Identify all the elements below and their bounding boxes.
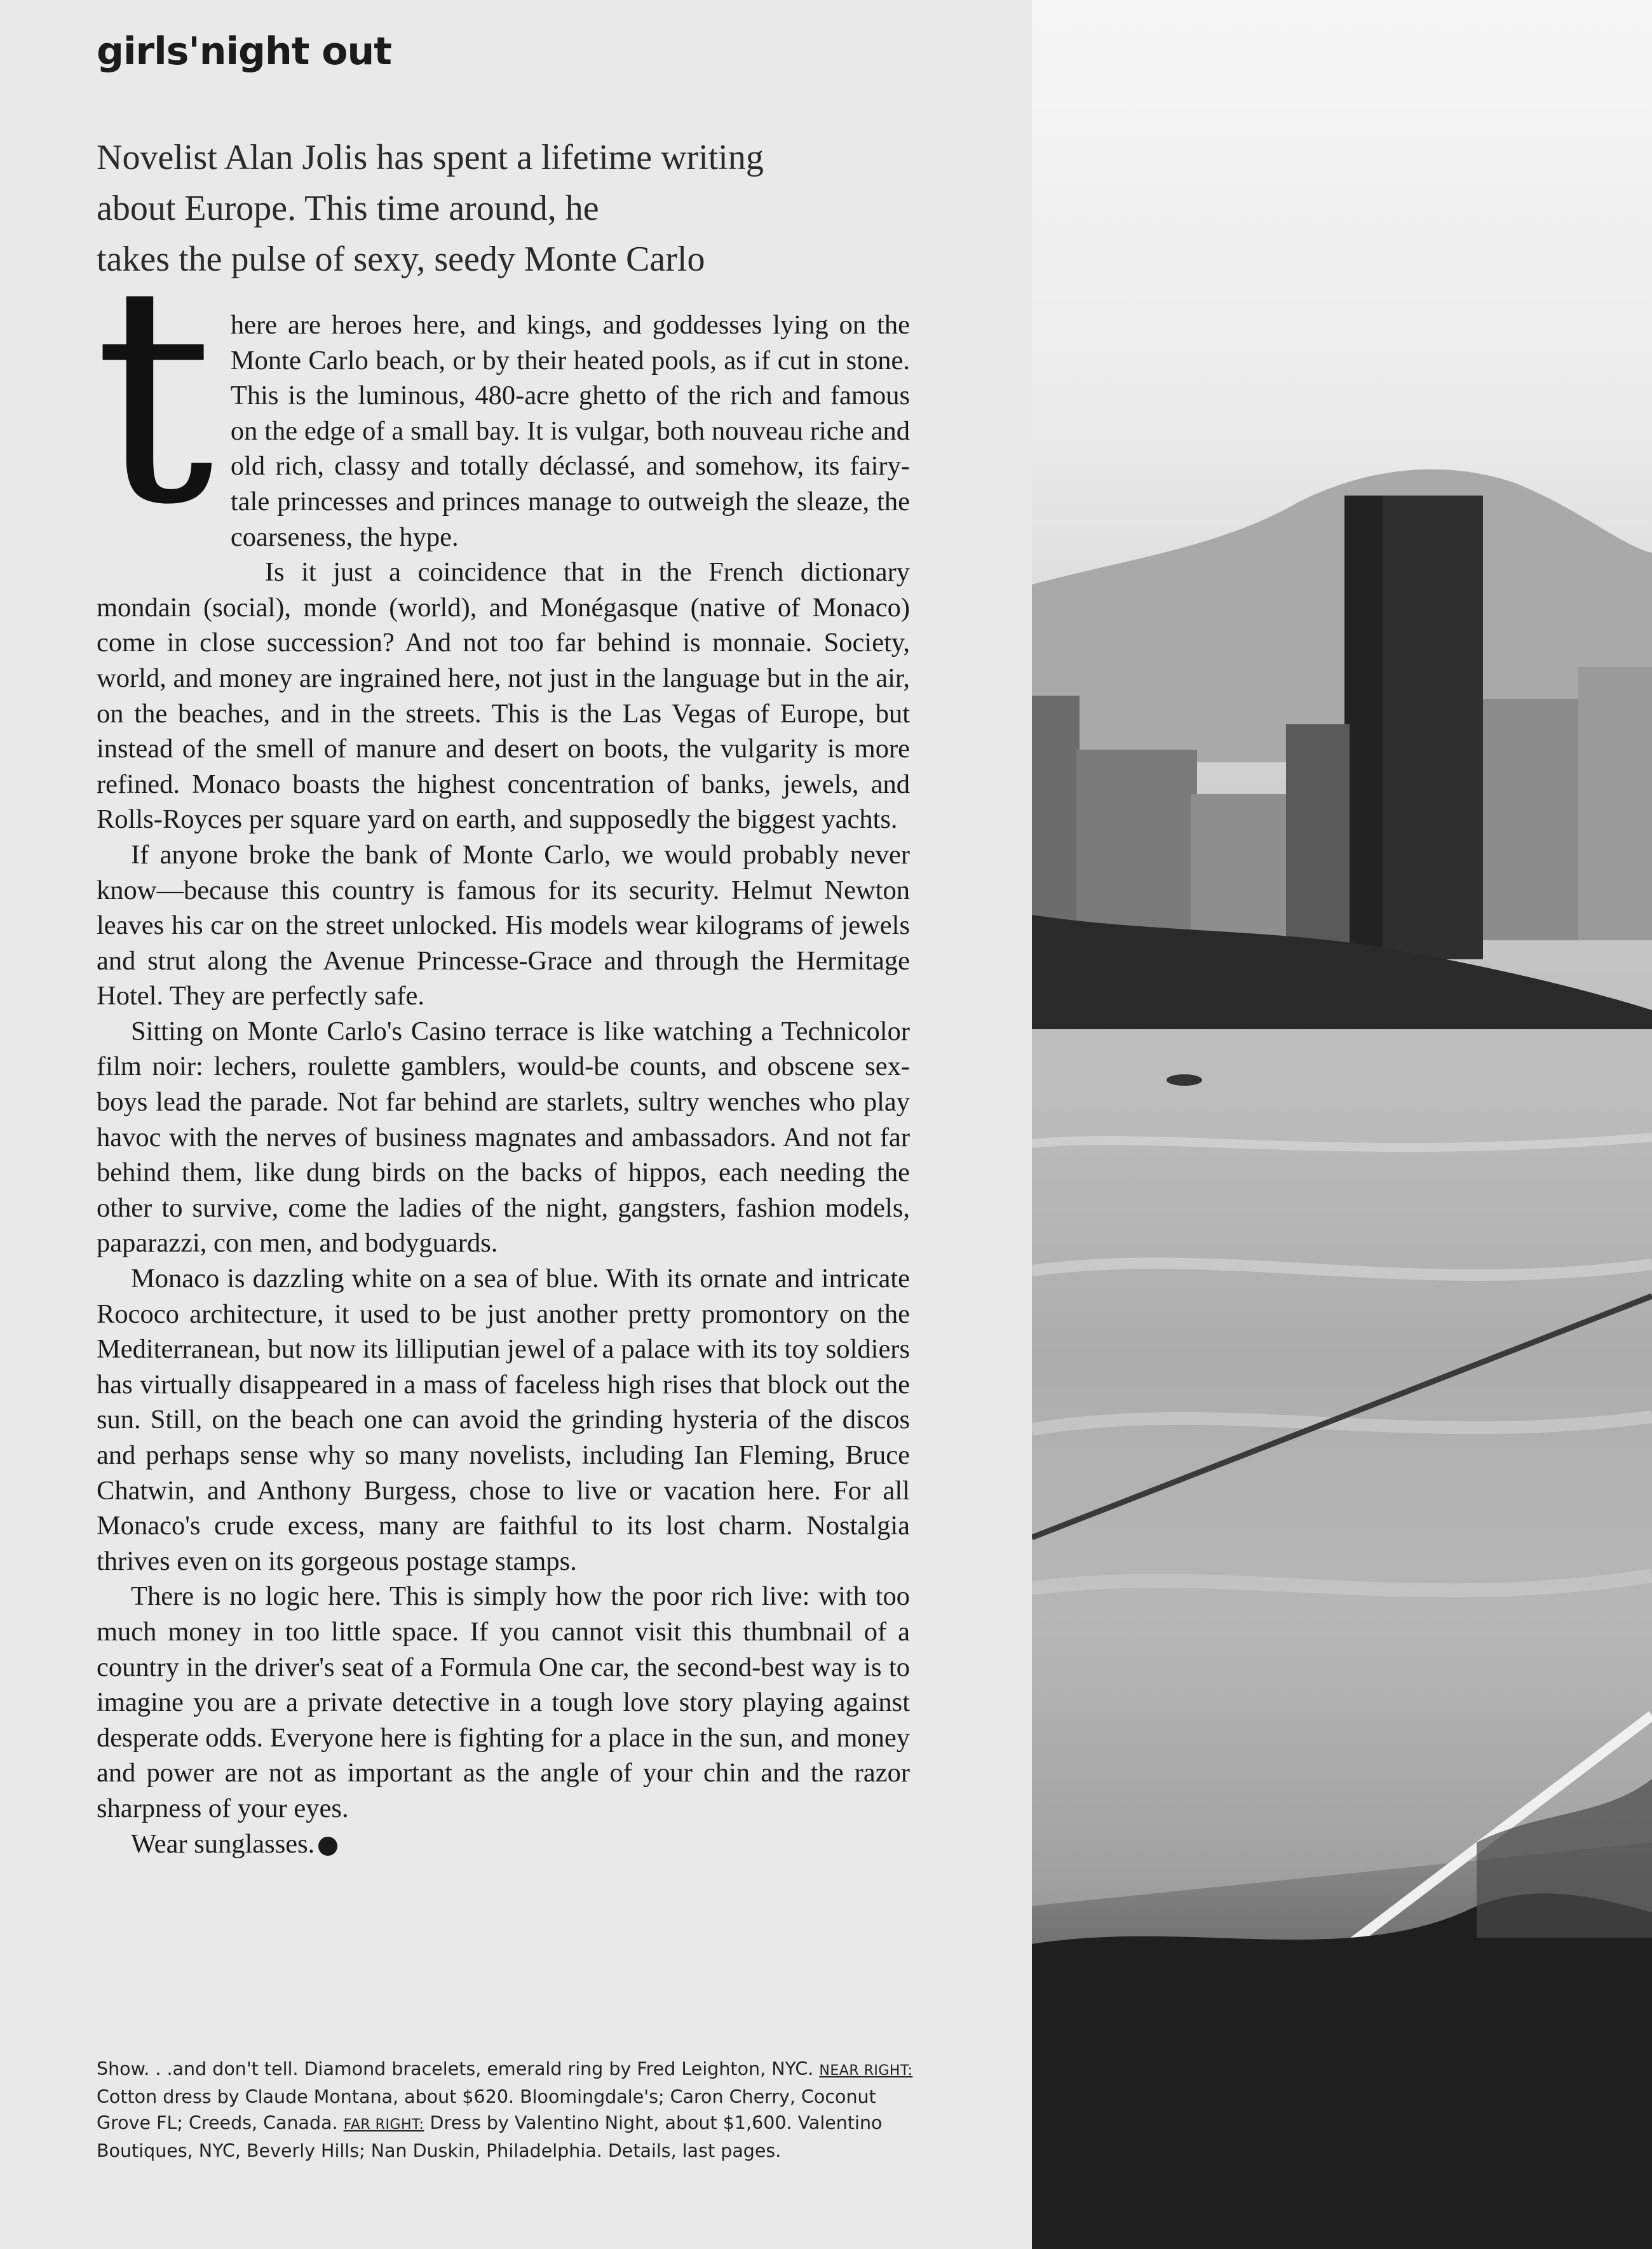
building-far-right — [1578, 667, 1652, 940]
paragraph-text: Wear sunglasses. — [131, 1828, 315, 1859]
sea — [1032, 1029, 1652, 1906]
paragraph-text: here are heroes here, and kings, and goddesses lying on the Monte Carlo beach, or by their heated pools, as if cut in stone. This is the luminous, 480-acre ghetto of the rich and famous on the edge of a small bay. It is vulgar, both nouveau riche and old rich, classy and totally déclassé, and somehow, its fairy-tale princesses and princes manage to outweigh the sleaze, the coarseness, the hype. — [230, 310, 910, 552]
foreground-hull — [1032, 1893, 1652, 2249]
article-paragraph: Monaco is dazzling white on a sea of blue. With its ornate and intricate Rococo architecture, it used to be just another pretty promontory on the Mediterranean, but now its lilliputian jewel of a palace with its toy soldiers has virtually disappeared in a mass of faceless high rises that block out the sun. Still, on the beach one can avoid the grinding hysteria of the discos and perhaps sense why so many novelists, including Ian Fleming, Bruce Chatwin, and Anthony Burgess, chose to live or vacation here. For all Monaco's crude excess, many are faithful to its lost charm. Nostalgia thrives even on its gorgeous postage stamps. — [97, 1264, 910, 1576]
building-left — [1032, 696, 1080, 937]
monte-carlo-photo — [1032, 0, 1652, 2249]
article-paragraph: If anyone broke the bank of Monte Carlo, we would probably never know—because this country is famous for its security. Helmut Newton leaves his car on the street unlocked. His models wear kilograms of jewels and strut along the Avenue Princesse-Grace and through the Hermitage Hotel. They are perfectly safe. — [97, 839, 910, 1011]
building-right — [1483, 699, 1591, 940]
building-mid-left — [1076, 750, 1197, 940]
deck-line: takes the pulse of sexy, seedy Monte Carlo — [97, 240, 705, 279]
article-column — [94, 25, 913, 2236]
deck-line: Novelist Alan Jolis has spent a lifetime writing — [97, 138, 764, 177]
caption-label-far-right: FAR RIGHT: — [343, 2117, 424, 2133]
caption-label-near-right: NEAR RIGHT: — [819, 2063, 913, 2079]
building-mid — [1191, 794, 1286, 940]
article-paragraph: Is it just a coincidence that in the French dictionary mondain (social), monde (world), and Monégasque (native of Monaco) come in close succession? And not too far behind is monnaie. Society, world, and money are ingrained here, not just in the language but in the air, on the beaches, and in the streets. This is the Las Vegas of Europe, but instead of the smell of manure and desert on boots, the vulgarity is more refined. Monaco boasts the highest concentration of banks, jewels, and Rolls-Royces per square yard on earth, and supposedly the biggest yachts. — [97, 557, 910, 835]
building-near-tower — [1286, 724, 1350, 953]
caption-text: Show. . .and don't tell. Diamond bracelets, emerald ring by Fred Leighton, NYC. — [97, 2058, 814, 2079]
caption-text: Dress by Valentino Night, about $1,600. Valentino Boutiques, NYC, Beverly Hills; Nan Duskin, Philadelphia. Details, last pages. — [97, 2112, 883, 2161]
article-paragraph: Sitting on Monte Carlo's Casino terrace is like watching a Technicolor film noir: lechers, roulette gamblers, would-be counts, and obscene sex-boys lead the parade. Not far behind are starlets, sultry wenches who play havoc with the nerves of business magnates and ambassadors. And not far behind them, like dung birds on the backs of hippos, each needing the other to survive, come the ladies of the night, gangsters, fashion models, paparazzi, con men, and bodyguards. — [97, 1016, 910, 1259]
section-title: girls'night out — [97, 29, 391, 74]
boat — [1167, 1074, 1202, 1086]
drop-cap: t — [94, 222, 214, 570]
deck-subheadline — [97, 132, 897, 285]
end-mark-icon: V — [318, 1837, 337, 1856]
main-tower-shadow — [1344, 496, 1383, 959]
photo-illustration — [1032, 0, 1652, 2249]
article-paragraph: There is no logic here. This is simply how the poor rich live: with too much money in too little space. If you cannot visit this thumbnail of a country in the driver's seat of a Formula One car, the second-best way is to imagine you are a private detective in a tough love story playing against desperate odds. Everyone here is fighting for a place in the sun, and money and power are not as important as the angle of your chin and the razor sharpness of your eyes. — [97, 1581, 910, 1823]
deck-line: about Europe. This time around, he — [97, 189, 599, 228]
article-paragraph — [97, 1827, 910, 1862]
photo-caption — [97, 2056, 923, 2164]
caption-text: Cotton dress by Claude Montana, about $620. Bloomingdale's; Caron Cherry, Coconut Grove FL; Creeds, Canada. — [97, 2086, 876, 2133]
